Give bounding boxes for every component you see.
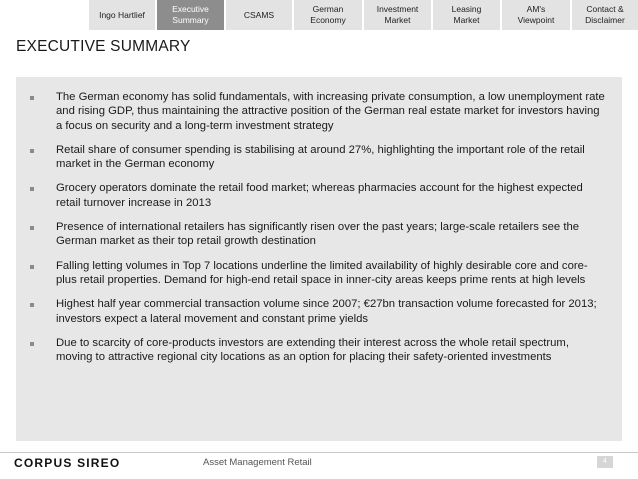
- square-bullet-icon: [30, 96, 34, 100]
- square-bullet-icon: [30, 303, 34, 307]
- square-bullet-icon: [30, 187, 34, 191]
- bullet-text: Grocery operators dominate the retail food market; whereas pharmacies account for the highest expected retail turnover increase in 2013: [56, 182, 583, 209]
- bullet-text: The German economy has solid fundamentals, with increasing private consumption, a low unemployment rate and rising GDP, thus maintaining the attractive position of the German real estate market for investors having a focus on security and a long-term investment strategy: [56, 91, 605, 132]
- company-logo: CORPUS SIREO: [14, 456, 121, 470]
- tab-ams-viewpoint[interactable]: AM's Viewpoint: [502, 0, 570, 30]
- tab-german-economy[interactable]: German Economy: [294, 0, 362, 30]
- square-bullet-icon: [30, 265, 34, 269]
- bullet-item: [16, 220, 608, 249]
- tab-investment-market[interactable]: Investment Market: [364, 0, 431, 30]
- bullet-item: [16, 336, 608, 365]
- tab-leasing-market[interactable]: Leasing Market: [433, 0, 500, 30]
- tab-ingo-hartlief[interactable]: Ingo Hartlief: [89, 0, 155, 30]
- bullet-item: [16, 90, 608, 133]
- top-navigation: [89, 0, 638, 30]
- bullet-text: Due to scarcity of core-products investors are extending their interest across the whole retail spectrum, moving to attractive regional city locations as an option for placing their safety-oriented investments: [56, 336, 569, 364]
- bullet-text: Retail share of consumer spending is stabilising at around 27%, highlighting the important role of the retail market in the German economy: [56, 143, 585, 171]
- square-bullet-icon: [30, 149, 34, 153]
- bullet-text: Presence of international retailers has significantly risen over the past years; large-scale retailers see the German market as their top retail growth destination: [56, 221, 580, 248]
- footer-divider: [0, 452, 638, 453]
- bullet-list: [16, 77, 622, 364]
- bullet-text: Highest half year commercial transaction volume since 2007; €27bn transaction volume forecasted for 2013; investors expect a lateral movement and constant prime yields: [56, 298, 597, 325]
- bullet-item: [16, 181, 608, 210]
- page-title: EXECUTIVE SUMMARY: [16, 38, 191, 55]
- square-bullet-icon: [30, 226, 34, 230]
- summary-panel: [16, 77, 622, 441]
- square-bullet-icon: [30, 342, 34, 346]
- tab-executive-summary[interactable]: Executive Summary: [157, 0, 224, 30]
- bullet-item: [16, 297, 608, 326]
- tab-contact-disclaimer[interactable]: Contact & Disclaimer: [572, 0, 638, 30]
- tab-csams[interactable]: CSAMS: [226, 0, 292, 30]
- page-number: 4: [597, 456, 613, 468]
- bullet-item: [16, 259, 608, 288]
- bullet-text: Falling letting volumes in Top 7 locations underline the limited availability of highly desirable core and core-plus retail properties. Demand for high-end retail space in inner-city areas keeps prime rents at high levels: [56, 259, 588, 286]
- bullet-item: [16, 143, 608, 172]
- footer-section-label: Asset Management Retail: [203, 457, 312, 468]
